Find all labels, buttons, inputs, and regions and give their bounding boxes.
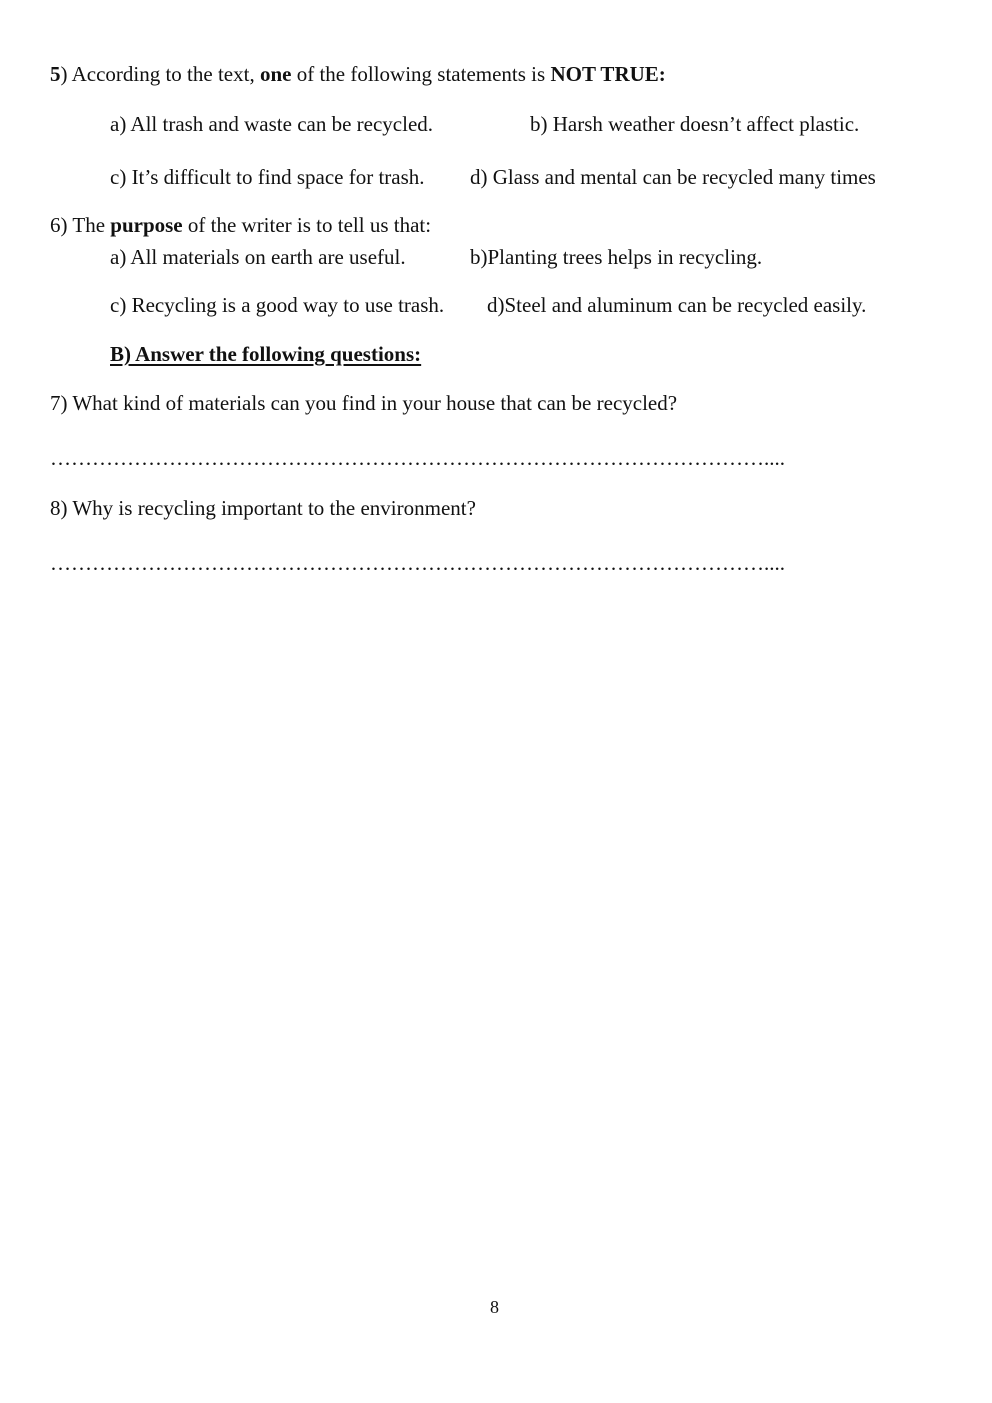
question-5-text-part-1: According to the text, [67, 62, 260, 86]
question-5-emphasis-one: one [259, 62, 292, 86]
question-5-option-d: d) Glass and mental can be recycled many times [470, 165, 876, 189]
question-6-option-d: d)Steel and aluminum can be recycled easily. [487, 293, 867, 317]
question-6-option-a: a) All materials on earth are useful. [110, 245, 406, 269]
question-5-stem [50, 64, 666, 85]
question-5-number: 5 [50, 62, 61, 86]
question-5-option-a: a) All trash and waste can be recycled. [110, 112, 434, 136]
question-7-answer-line[interactable]: ………………………………………………………………………………………….... [50, 446, 785, 470]
question-7-text: 7) What kind of materials can you find in your house that can be recycled? [50, 391, 678, 415]
question-6-text-part-2: of the writer is to tell us that: [182, 213, 432, 237]
question-6-emphasis-purpose: purpose [110, 213, 183, 237]
section-b-heading: B) Answer the following questions: [110, 342, 422, 366]
question-6-option-c: c) Recycling is a good way to use trash. [110, 293, 445, 317]
question-8-answer-line[interactable]: ………………………………………………………………………………………….... [50, 551, 785, 575]
question-5-paren: ) [60, 62, 68, 86]
question-5-option-b: b) Harsh weather doesn’t affect plastic. [530, 112, 860, 136]
question-5-emphasis-not-true: NOT TRUE: [550, 62, 666, 86]
question-5-text-part-2: of the following statements is [291, 62, 551, 86]
question-8-text: 8) Why is recycling important to the environment? [50, 496, 476, 520]
question-5-option-c: c) It’s difficult to find space for trash. [110, 165, 425, 189]
question-6-option-b: b)Planting trees helps in recycling. [470, 245, 763, 269]
page-number: 8 [490, 1297, 499, 1317]
question-6-stem [50, 215, 431, 236]
question-6-text-part-1: 6) The [50, 213, 111, 237]
